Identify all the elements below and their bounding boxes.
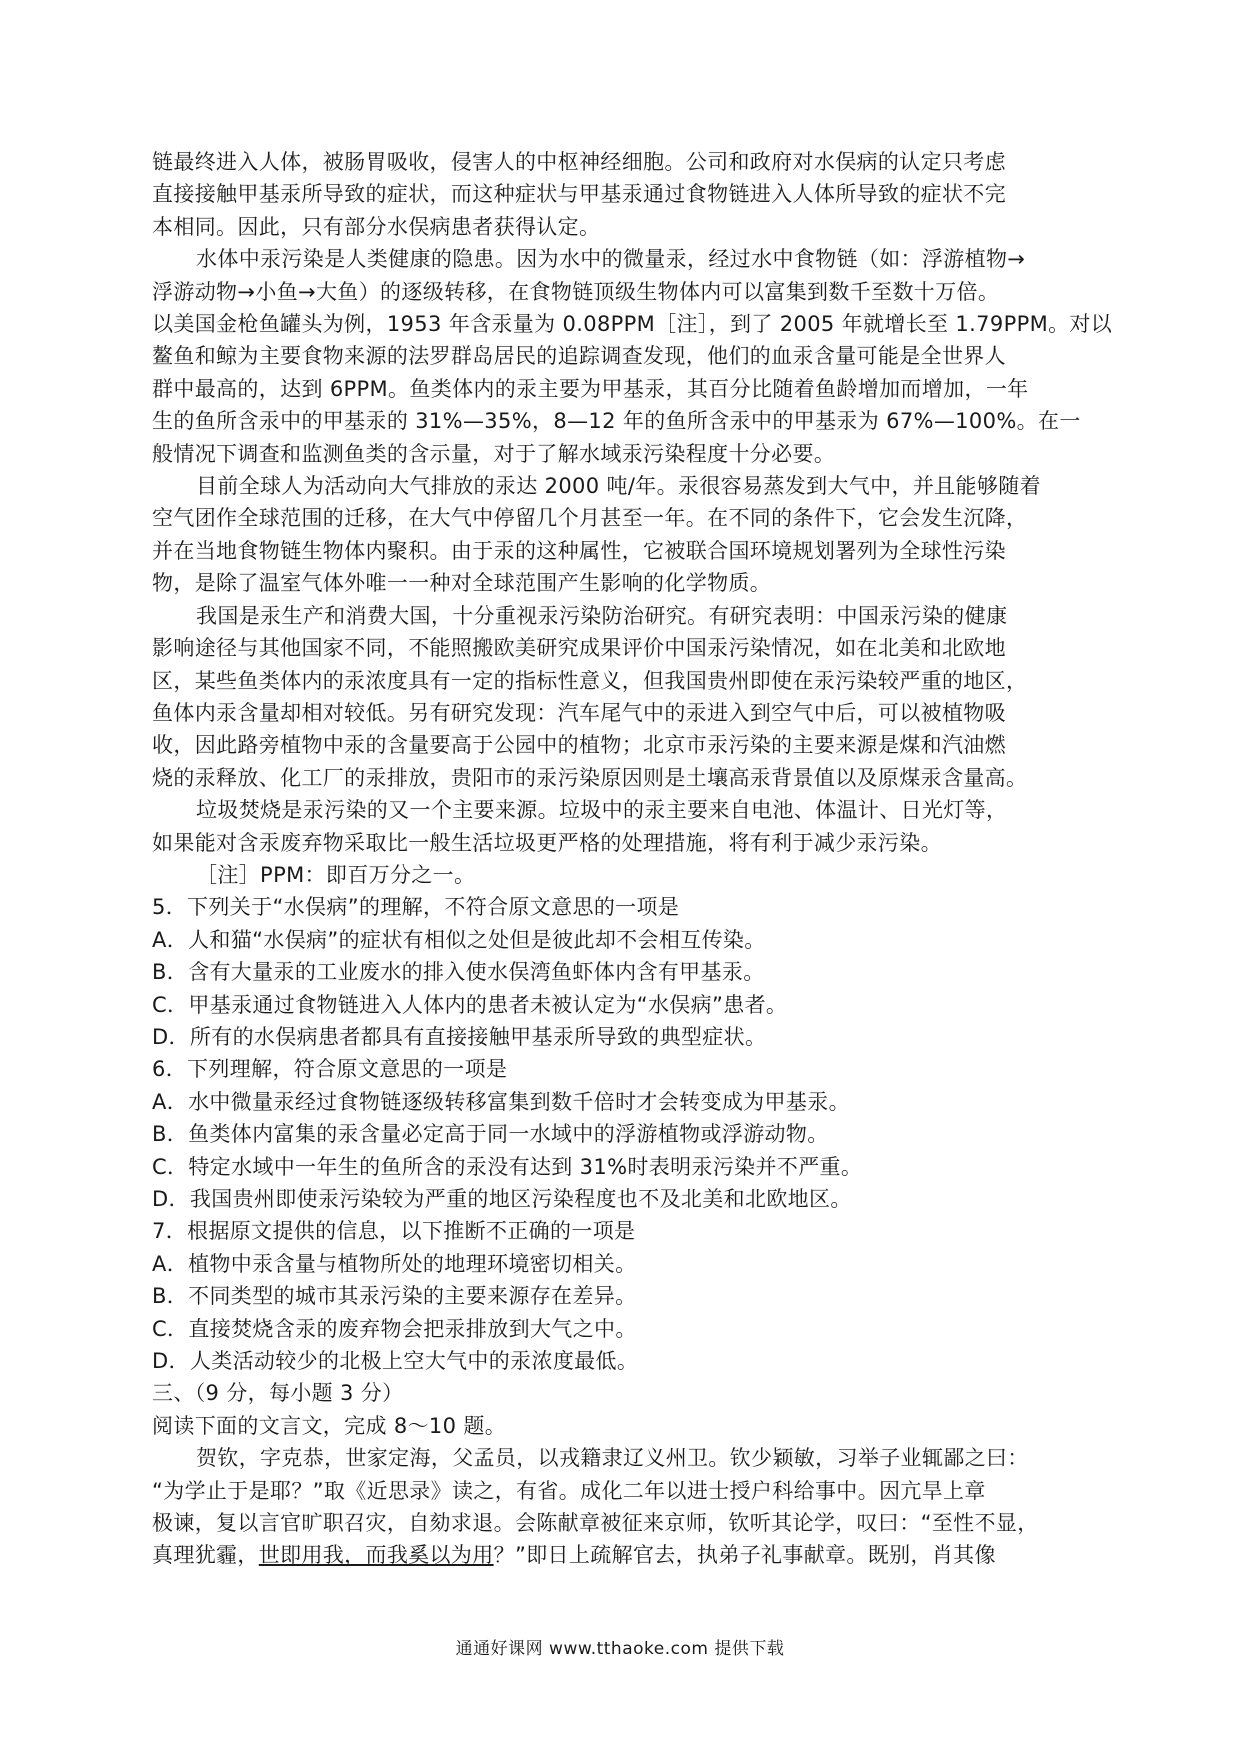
text-line: A．水中微量汞经过食物链逐级转移富集到数千倍时才会转变成为甲基汞。	[152, 1089, 850, 1114]
text-line: 影响途径与其他国家不同，不能照搬欧美研究成果评价中国汞污染情况，如在北美和北欧地	[152, 636, 1006, 661]
text-line: 三、（9 分，每小题 3 分）	[152, 1381, 404, 1406]
text-line: “为学止于是耶？”取《近思录》读之，有省。成化二年以进士授户科给事中。因亢旱上章	[152, 1478, 986, 1503]
text-line: 6．下列理解，符合原文意思的一项是	[152, 1057, 508, 1082]
text-line: 如果能对含汞废弃物采取比一般生活垃圾更严格的处理措施，将有利于减少汞污染。	[152, 830, 942, 855]
text-line: 本相同。因此，只有部分水俣病患者获得认定。	[152, 214, 601, 239]
text-line: B．不同类型的城市其汞污染的主要来源存在差异。	[152, 1284, 637, 1309]
text-line: 极谏，复以言官旷职召灾，自劾求退。会陈献章被征来京师，钦听其论学，叹曰：“至性不显，	[152, 1511, 1039, 1536]
text-line: D．我国贵州即使汞污染较为严重的地区污染程度也不及北美和北欧地区。	[152, 1187, 852, 1211]
text-line: 收，因此路旁植物中汞的含量要高于公园中的植物；北京市汞污染的主要来源是煤和汽油燃	[152, 733, 1006, 758]
text-line: A．人和猫“水俣病”的症状有相似之处但是彼此却不会相互传染。	[152, 927, 766, 952]
text-segment: ？”即日上疏解官去，执弟子礼事献章。既别，肖其像	[493, 1543, 996, 1568]
text-line: 群中最高的，达到 6PPM。鱼类体内的汞主要为甲基汞，其百分比随着鱼龄增加而增加，一年	[152, 376, 1029, 401]
text-line: ［注］PPM：即百万分之一。	[196, 862, 476, 887]
text-line: 并在当地食物链生物体内聚积。由于汞的这种属性，它被联合国环境规划署列为全球性污染	[152, 538, 1006, 563]
text-segment: 真理犹霾，	[152, 1543, 259, 1568]
text-line: 浮游动物→小鱼→大鱼）的逐级转移，在食物链顶级生物体内可以富集到数千至数十万倍。	[152, 279, 1000, 304]
text-line: C．直接焚烧含汞的废弃物会把汞排放到大气之中。	[152, 1316, 637, 1341]
text-line: D．所有的水俣病患者都具有直接接触甲基汞所导致的典型症状。	[152, 1024, 767, 1049]
text-line: B．鱼类体内富集的汞含量必定高于同一水域中的浮游植物或浮游动物。	[152, 1122, 829, 1147]
text-line: 直接接触甲基汞所导致的症状，而这种症状与甲基汞通过食物链进入人体所导致的症状不完	[152, 182, 1006, 207]
text-line: 鱼体内汞含量却相对较低。另有研究发现：汽车尾气中的汞进入到空气中后，可以被植物吸	[152, 700, 1006, 725]
text-line: 5．下列关于“水俣病”的理解，不符合原文意思的一项是	[152, 895, 680, 920]
text-line: 垃圾焚烧是汞污染的又一个主要来源。垃圾中的汞主要来自电池、体温计、日光灯等，	[196, 798, 1008, 823]
page-footer: 通通好课网 www.tthaoke.com 提供下载	[455, 1639, 785, 1659]
text-line: 物，是除了温室气体外唯一一种对全球范围产生影响的化学物质。	[152, 571, 772, 596]
text-line: 7．根据原文提供的信息，以下推断不正确的一项是	[152, 1219, 636, 1244]
text-line: 水体中汞污染是人类健康的隐患。因为水中的微量汞，经过水中食物链（如：浮游植物→	[196, 247, 1026, 272]
text-line: D．人类活动较少的北极上空大气中的汞浓度最低。	[152, 1349, 639, 1374]
text-line-with-underline	[152, 1539, 1070, 1571]
text-line: 般情况下调查和监测鱼类的含示量，对于了解水域汞污染程度十分必要。	[152, 441, 836, 466]
text-line: 目前全球人为活动向大气排放的汞达 2000 吨/年。汞很容易蒸发到大气中，并且能够随着	[196, 474, 1041, 499]
text-line: A．植物中汞含量与植物所处的地理环境密切相关。	[152, 1251, 637, 1276]
text-line: C．甲基汞通过食物链进入人体内的患者未被认定为“水俣病”患者。	[152, 992, 788, 1017]
text-line: 区，某些鱼类体内的汞浓度具有一定的指标性意义，但我国贵州即使在汞污染较严重的地区，	[152, 668, 1028, 693]
text-line: 贺钦，字克恭，世家定海，父孟员，以戎籍隶辽义州卫。钦少颖敏，习举子业辄鄙之曰：	[196, 1446, 1029, 1471]
underlined-sentence: 世即用我，而我奚以为用	[258, 1543, 494, 1568]
text-line: 阅读下面的文言文，完成 8～10 题。	[152, 1413, 507, 1438]
text-line: 空气团作全球范围的迁移，在大气中停留几个月甚至一年。在不同的条件下，它会发生沉降，	[152, 506, 1028, 531]
text-line: 以美国金枪鱼罐头为例，1953 年含汞量为 0.08PPM［注］，到了 2005 年就增长至 1.79PPM。对以	[152, 312, 1113, 337]
text-line: 鳌鱼和鲸为主要食物来源的法罗群岛居民的追踪调查发现，他们的血汞含量可能是全世界人	[152, 344, 1006, 369]
text-line: C．特定水域中一年生的鱼所含的汞没有达到 31%时表明汞污染并不严重。	[152, 1154, 863, 1179]
document-body	[152, 146, 1113, 1572]
text-line: 我国是汞生产和消费大国，十分重视汞污染防治研究。有研究表明：中国汞污染的健康	[196, 603, 1008, 628]
text-line: 烧的汞释放、化工厂的汞排放，贵阳市的汞污染原因则是土壤高汞背景值以及原煤汞含量高。	[152, 765, 1028, 790]
text-line: 链最终进入人体，被肠胃吸收，侵害人的中枢神经细胞。公司和政府对水俣病的认定只考虑	[152, 150, 1006, 174]
text-line: 生的鱼所含汞中的甲基汞的 31%—35%，8—12 年的鱼所含汞中的甲基汞为 67%—100%。在一	[152, 409, 1081, 434]
text-line: B．含有大量汞的工业废水的排入使水俣湾鱼虾体内含有甲基汞。	[152, 960, 765, 985]
